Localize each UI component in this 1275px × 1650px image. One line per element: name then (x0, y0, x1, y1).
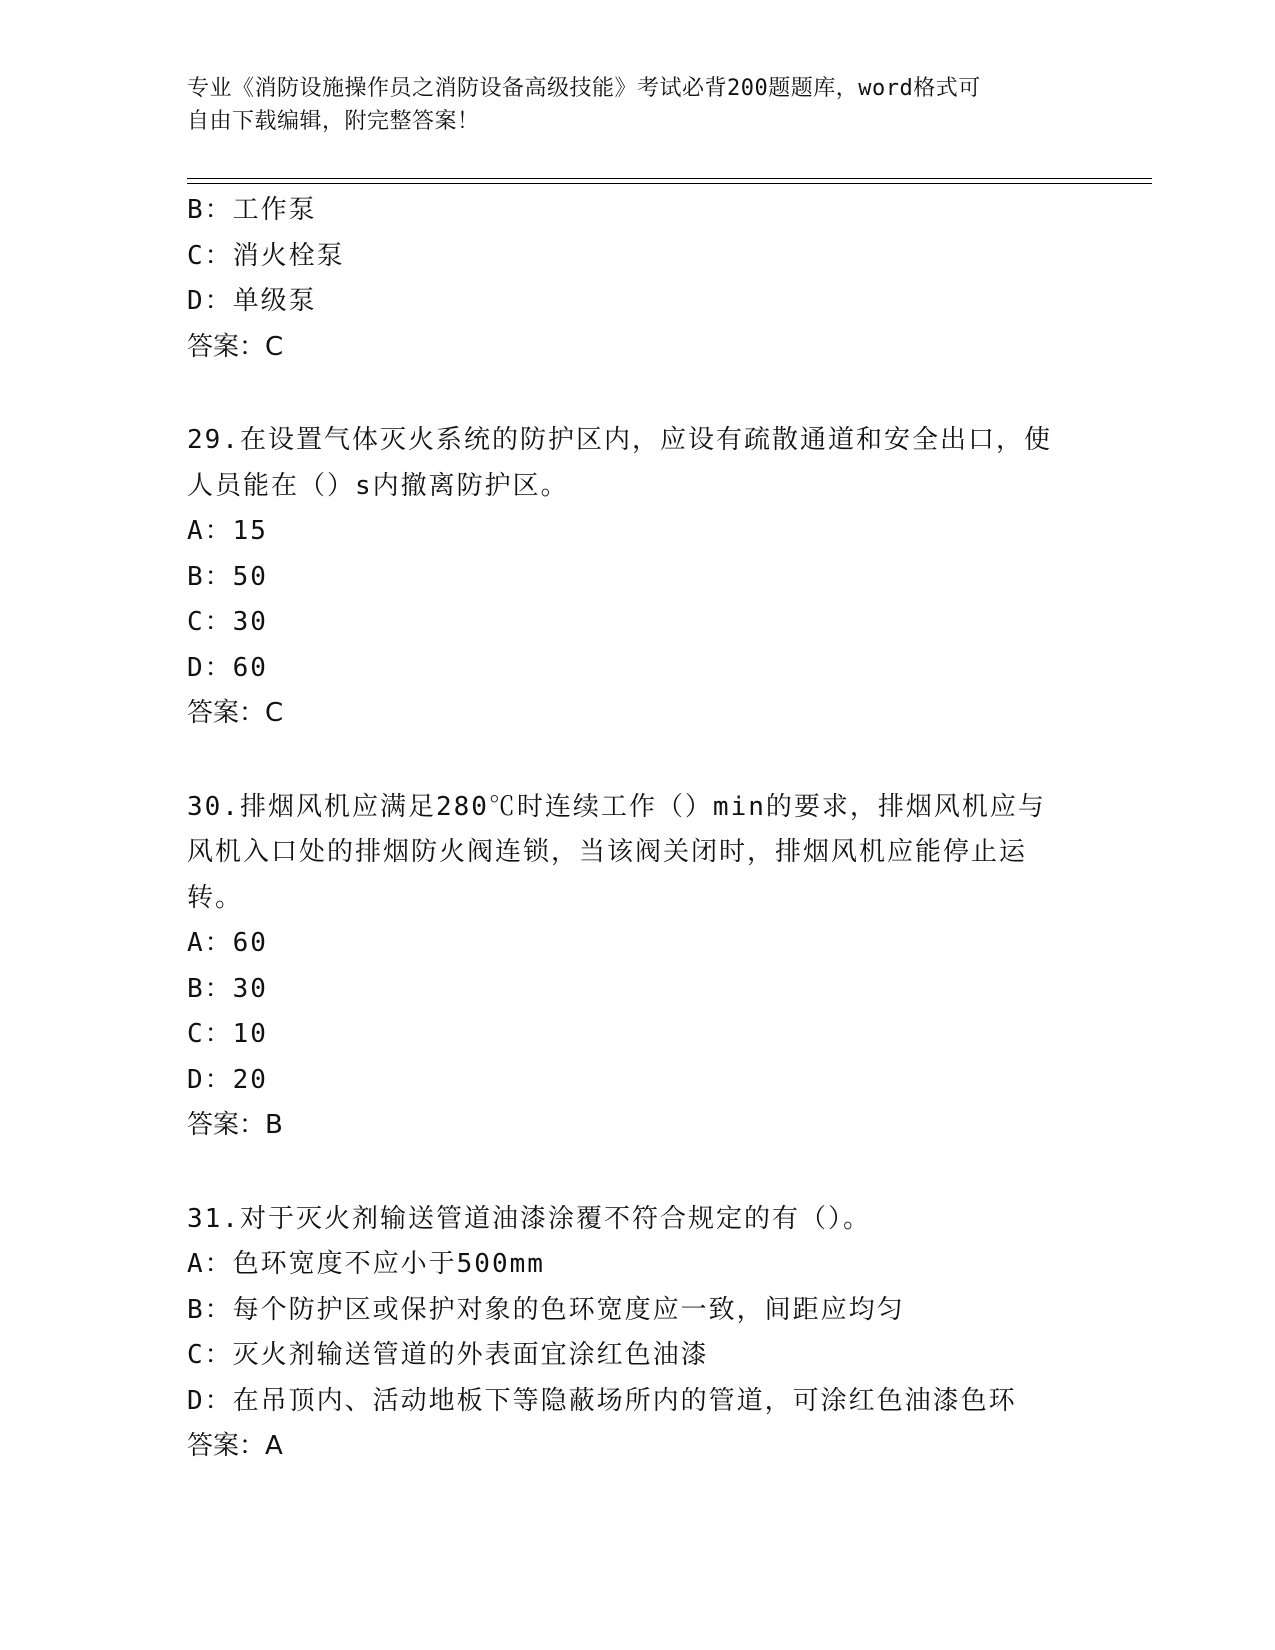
header-divider-top (187, 178, 1152, 179)
answer-line: 答案：C (187, 698, 284, 728)
question-block-continued (187, 188, 1087, 370)
option-a: A：60 (187, 928, 268, 958)
option-d: D：60 (187, 652, 268, 683)
option-d: D：单级泵 (187, 286, 317, 316)
question-text-line: 转。 (187, 882, 244, 913)
answer-line: 答案：A (187, 1431, 283, 1461)
question-block-31 (187, 1197, 1087, 1470)
question-spacer (187, 737, 1087, 785)
option-c: C：10 (187, 1019, 268, 1049)
question-text-line: 29.在设置气体灭火系统的防护区内，应设有疏散通道和安全出口，使 (187, 425, 1052, 455)
option-c: C：灭火剂输送管道的外表面宜涂红色油漆 (187, 1340, 709, 1370)
header-title-line-2: 自由下载编辑，附完整答案！ (187, 109, 480, 134)
question-list (187, 188, 1087, 1470)
question-block-30 (187, 785, 1087, 1149)
question-block-29 (187, 418, 1087, 737)
option-b: B：50 (187, 561, 268, 592)
answer-line: 答案：C (187, 331, 284, 362)
option-a: A：15 (187, 516, 268, 546)
page-header (187, 72, 1067, 138)
option-c: C：消火栓泵 (187, 240, 345, 271)
option-a: A：色环宽度不应小于500mm (187, 1249, 545, 1279)
option-c: C：30 (187, 607, 268, 637)
option-b: B：每个防护区或保护对象的色环宽度应一致，间距应均匀 (187, 1294, 905, 1325)
question-text-line: 风机入口处的排烟防火阀连锁，当该阀关闭时，排烟风机应能停止运 (187, 837, 1028, 867)
question-spacer (187, 1149, 1087, 1197)
question-spacer (187, 370, 1087, 418)
header-divider-bottom (187, 183, 1152, 184)
option-b: B：30 (187, 973, 268, 1004)
option-b: B：工作泵 (187, 195, 317, 225)
question-text-line: 30.排烟风机应满足280℃时连续工作（）min的要求，排烟风机应与 (187, 791, 1046, 822)
question-text-line: 31.对于灭火剂输送管道油漆涂覆不符合规定的有（）。 (187, 1203, 871, 1234)
option-d: D：20 (187, 1064, 268, 1095)
header-title-line-1: 专业《消防设施操作员之消防设备高级技能》考试必背200题题库，word格式可 (187, 76, 981, 101)
answer-line: 答案：B (187, 1110, 283, 1140)
question-text-line: 人员能在（）s内撤离防护区。 (187, 470, 569, 501)
option-d: D：在吊顶内、活动地板下等隐蔽场所内的管道，可涂红色油漆色环 (187, 1385, 1017, 1416)
